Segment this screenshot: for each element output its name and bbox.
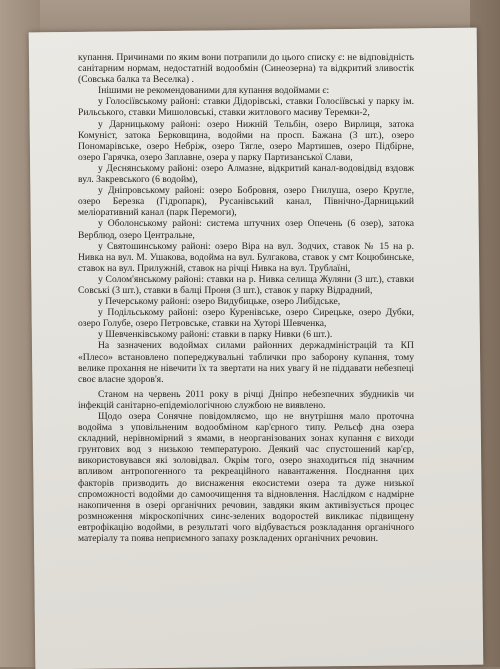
paragraph: у Деснянському районі: озеро Алмазне, відкритий канал-водовідвід вздовж вул. Закревського (6 водойм),: [78, 162, 414, 186]
paragraph: Інішими не рекомендованими для купання водоймами є:: [98, 85, 330, 97]
document-body: [78, 52, 414, 544]
paragraph: у Печерському районі: озеро Видубицьке, озеро Либідське,: [98, 296, 341, 308]
paragraph: Щодо озера Сонячне повідомляємо, що не внутрішня мало проточна водойма з уповільненим водообміном кар'єрного типу. Рельєф дна озера складний, нерівномірний з ямами, в неорганізованих зонах купання є виходи грунтових вод з низькою температурою. Деякий час спустошений кар'єр, використовувався які золовідвал. Окрім того, озеро знаходиться під значним впливом антропогенного та рекреаційного навантаження. Поєднання цих факторів призводить до виснаження екосистеми озера та дуже низької спроможності водойми до самоочищення та відновлення. Наслідком є надмірне накопичення в озері органічних речовин, завдяки яким активізується процес розмноження мікроскопічних синє-зелених водоростей викликає підвищену евтрофікацію водойми, в результаті чого відбувається розкладання органічного матеріалу та поява неприємного запаху розкладених органічних речовин.: [78, 411, 414, 545]
paragraph: купання. Причинами по яким вони потрапили до цього списку є: не відповідність санітарним нормам, недостатній водообмін (Синеозерна) та відкритий зливостік (Совська балка та Веселка) .: [78, 52, 414, 86]
paragraph: у Солом'янському районі: ставки на р. Нивка селища Жуляни (3 шт.), ставки Совські (3 шт.), ставки в балці Проня (3 шт.), ставок у парку Відрадний,: [78, 273, 414, 296]
paragraph: у Оболонському районі: система штучних озер Опечень (6 озер), затока Верблюд, озеро Центральне,: [78, 218, 414, 241]
paragraph: у Дарницькому районі: озеро Нижній Тельбін, озеро Вирлиця, затока Комуніст, затока Берковщина, водойми на просп. Бажана (3 шт.), озеро Пономарівське, озеро Небріж, озеро Тягле, озеро Мартишев, озеро Підбірне, озеро Гарячка, озеро Заплавне, озера у парку Партизанської Слави,: [78, 118, 414, 163]
paragraph: На зазначених водоймах силами районних держадміністрацій та КП «Плесо» встановлено попереджувальні таблички про заборону купання, тому велике прохання не нівечити їх та звертати на них увагу й не піддавати небезпеці своє власне здоров'я.: [78, 340, 414, 385]
paragraph: у Подільському районі: озеро Куренівське, озеро Сирецьке, озеро Дубки, озеро Голубе, озеро Петровське, ставки на Хуторі Шевченка,: [78, 307, 414, 330]
paragraph: у Святошинському районі: озеро Віра на вул. Зодчих, ставок № 15 на р. Нивка на вул. М. Ушакова, водойма на вул. Булгакова, ставок у смт Коцюбинське, ставок на вул. Прилужній, ставок на річці Нивка на вул. Трублаїні,: [78, 240, 414, 274]
paragraph: у Дніпровському районі: озеро Бобровня, озеро Гнилуша, озеро Кругле, озеро Березка (Гідропарк), Русанівський канал, Північно-Дарницький меліоративний канал (парк Перемоги),: [78, 185, 414, 219]
paragraph: Станом на червень 2011 року в річці Дніпро небезпечних збудників чи інфекцій санітарно-епідеміологічною службою не виявлено.: [78, 388, 414, 411]
paragraph: у Шевченківському районі: ставки в парку Нивки (6 шт.).: [98, 329, 333, 341]
paragraph: у Голосіївському районі: ставки Дідорівські, ставки Голосіївські у парку ім. Рильського, ставки Мишоловські, ставки житлового масиву Теремки-2,: [78, 96, 414, 119]
